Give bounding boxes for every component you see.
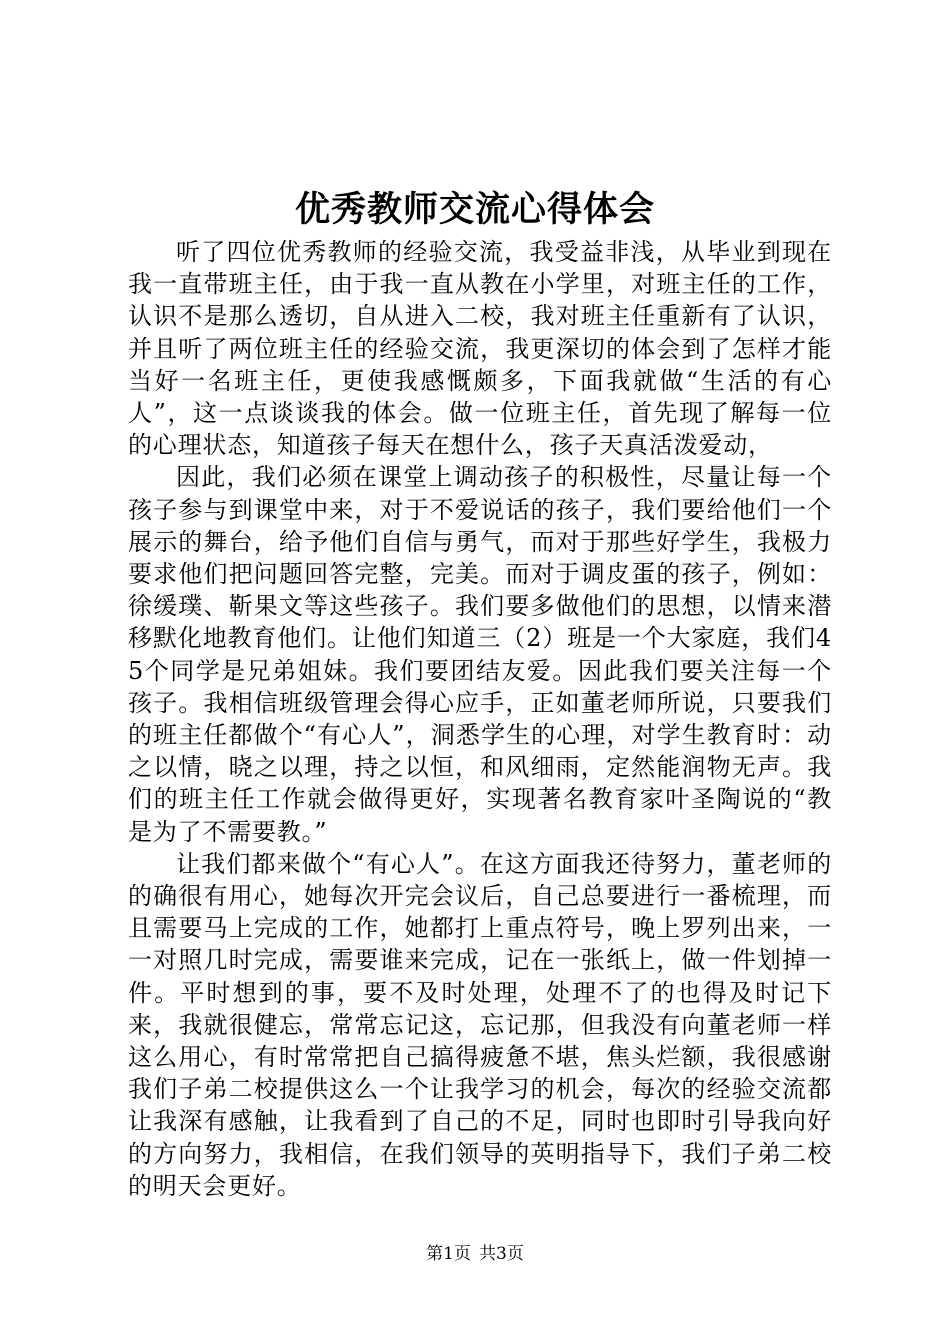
- paragraph: 让我们都来做个“有心人”。在这方面我还待努力，董老师的的确很有用心，她每次开完会议后，自己总要进行一番梳理，而且需要马上完成的工作，她都打上重点符号，晚上罗列出来，一一对照几时完成，需要谁来完成，记在一张纸上，做一件划掉一件。平时想到的事，要不及时处理，处理不了的也得及时记下来，我就很健忘，常常忘记这，忘记那，但我没有向董老师一样这么用心，有时常常把自己搞得疲惫不堪，焦头烂额，我很感谢我们子弟二校提供这么一个让我学习的机会，每次的经验交流都让我深有感触，让我看到了自己的不足，同时也即时引导我向好的方向努力，我相信，在我们领导的英明指导下，我们子弟二校的明天会更好。: [128, 849, 832, 1200]
- paragraph: 因此，我们必须在课堂上调动孩子的积极性，尽量让每一个孩子参与到课堂中来，对于不爱说话的孩子，我们要给他们一个展示的舞台，给予他们自信与勇气，而对于那些好学生，我极力要求他们把问题回答完整，完美。而对于调皮蛋的孩子，例如：徐缓璞、靳果文等这些孩子。我们要多做他们的思想，以情来潜移默化地教育他们。让他们知道三（2）班是一个大家庭，我们45个同学是兄弟姐妹。我们要团结友爱。因此我们要关注每一个孩子。我相信班级管理会得心应手，正如董老师所说，只要我们的班主任都做个“有心人”，洞悉学生的心理，对学生教育时：动之以情，晓之以理，持之以恒，和风细雨，定然能润物无声。我们的班主任工作就会做得更好，实现著名教育家叶圣陶说的“教是为了不需要教。”: [128, 463, 832, 846]
- document-title: 优秀教师交流心得体会: [294, 189, 655, 230]
- page-number: 第1页: [426, 1244, 471, 1264]
- page-footer: [0, 1242, 950, 1266]
- page-total: 共3页: [479, 1244, 524, 1264]
- paragraph: 听了四位优秀教师的经验交流，我受益非浅，从毕业到现在我一直带班主任，由于我一直从教在小学里，对班主任的工作，认识不是那么透切，自从进入二校，我对班主任重新有了认识，并且听了两位班主任的经验交流，我更深切的体会到了怎样才能当好一名班主任，更使我感慨颇多，下面我就做“生活的有心人”，这一点谈谈我的体会。做一位班主任，首先现了解每一位的心理状态，知道孩子每天在想什么，孩子天真活泼爱动，: [128, 238, 832, 460]
- document-body: [128, 236, 832, 1202]
